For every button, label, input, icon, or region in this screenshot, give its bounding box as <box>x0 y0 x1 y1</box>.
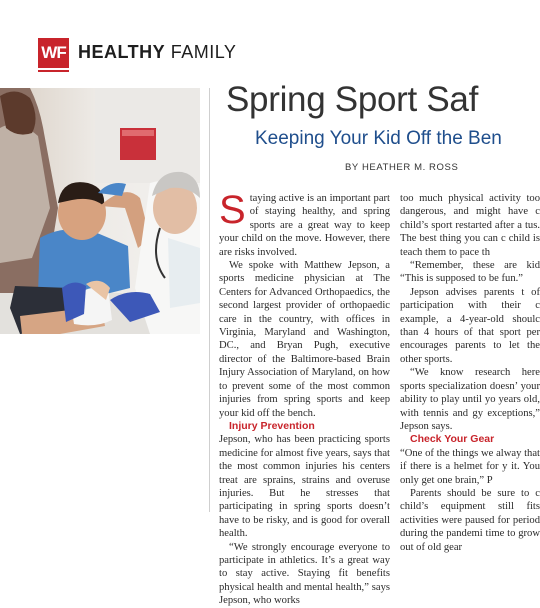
byline: BY HEATHER M. ROSS <box>345 162 459 173</box>
article-photo <box>0 88 200 334</box>
paragraph: Jepson, who has been practicing sports medicine for almost five years, says that the most common injuries his centers treat are sprains, strains and overuse injuries. But he stresses that participating in spring sports doesn’t have to be risky, and is good for overall health. <box>219 434 390 540</box>
paragraph: “Remember, these are kid “This is supposed to be fun.” <box>400 260 540 285</box>
paragraph <box>219 188 390 259</box>
paragraph: Parents should be sure to c child’s equipment still fits activities were paused for period during the pandemi time to grow out of old gear <box>400 487 540 553</box>
paragraph: Jepson advises parents t of participation with their c example, a 4-year-old shoulc than 4 hours of that sport per encourages parents to let the other sports. <box>400 286 540 365</box>
article-title: Spring Sport Saf <box>226 80 479 119</box>
paragraph: “We know research here sports specialization doesn’ your ability to play until yo years old, with tennis and gy exceptions,” Jepson says. <box>400 367 540 432</box>
subhead-injury-prevention: Injury Prevention <box>229 419 315 432</box>
paragraph: “One of the things we alway that if there is a helmet for y it. You only get one brain,” P <box>400 447 540 486</box>
section-title-light: FAMILY <box>170 42 237 62</box>
section-title <box>78 42 236 63</box>
article-column-2 <box>400 192 540 554</box>
article-column-1 <box>219 188 390 608</box>
photo-doctor-bandaging-boy-foot-icon <box>0 88 200 334</box>
wf-logo: WF <box>38 38 69 68</box>
section-title-bold: HEALTHY <box>78 42 166 62</box>
paragraph-text: taying active is an important part of staying healthy, and spring sports are a great way to keep your child on the move. However, there are risks involved. <box>219 193 390 258</box>
paragraph: too much physical activity too dangerous, and might have c child’s sport restarted after a tus. The best thing you can c child is teach them to pace th <box>400 193 540 258</box>
paragraph: “We strongly encourage everyone to participate in athletics. It’s a great way to stay active. Staying fit benefits physical health and mental health,” says Jepson, who works <box>219 541 390 607</box>
article-subtitle: Keeping Your Kid Off the Ben <box>255 128 502 149</box>
subhead-check-your-gear: Check Your Gear <box>410 433 495 446</box>
drop-cap: S <box>219 188 246 232</box>
column-divider <box>209 88 210 512</box>
paragraph: We spoke with Matthew Jepson, a sports medicine physician at The Centers for Advanced Orthopaedics, the second largest provider of orthopaedic care in the country, with offices in Virginia, Maryland and Washington, DC., and Bryan Pugh, executive director of the Baltimore-based Brain Injury Association of Maryland, on how to prevent some of the most common injuries from spring sports and keep your kid off the bench. <box>219 260 390 419</box>
logo-underline <box>38 70 69 72</box>
